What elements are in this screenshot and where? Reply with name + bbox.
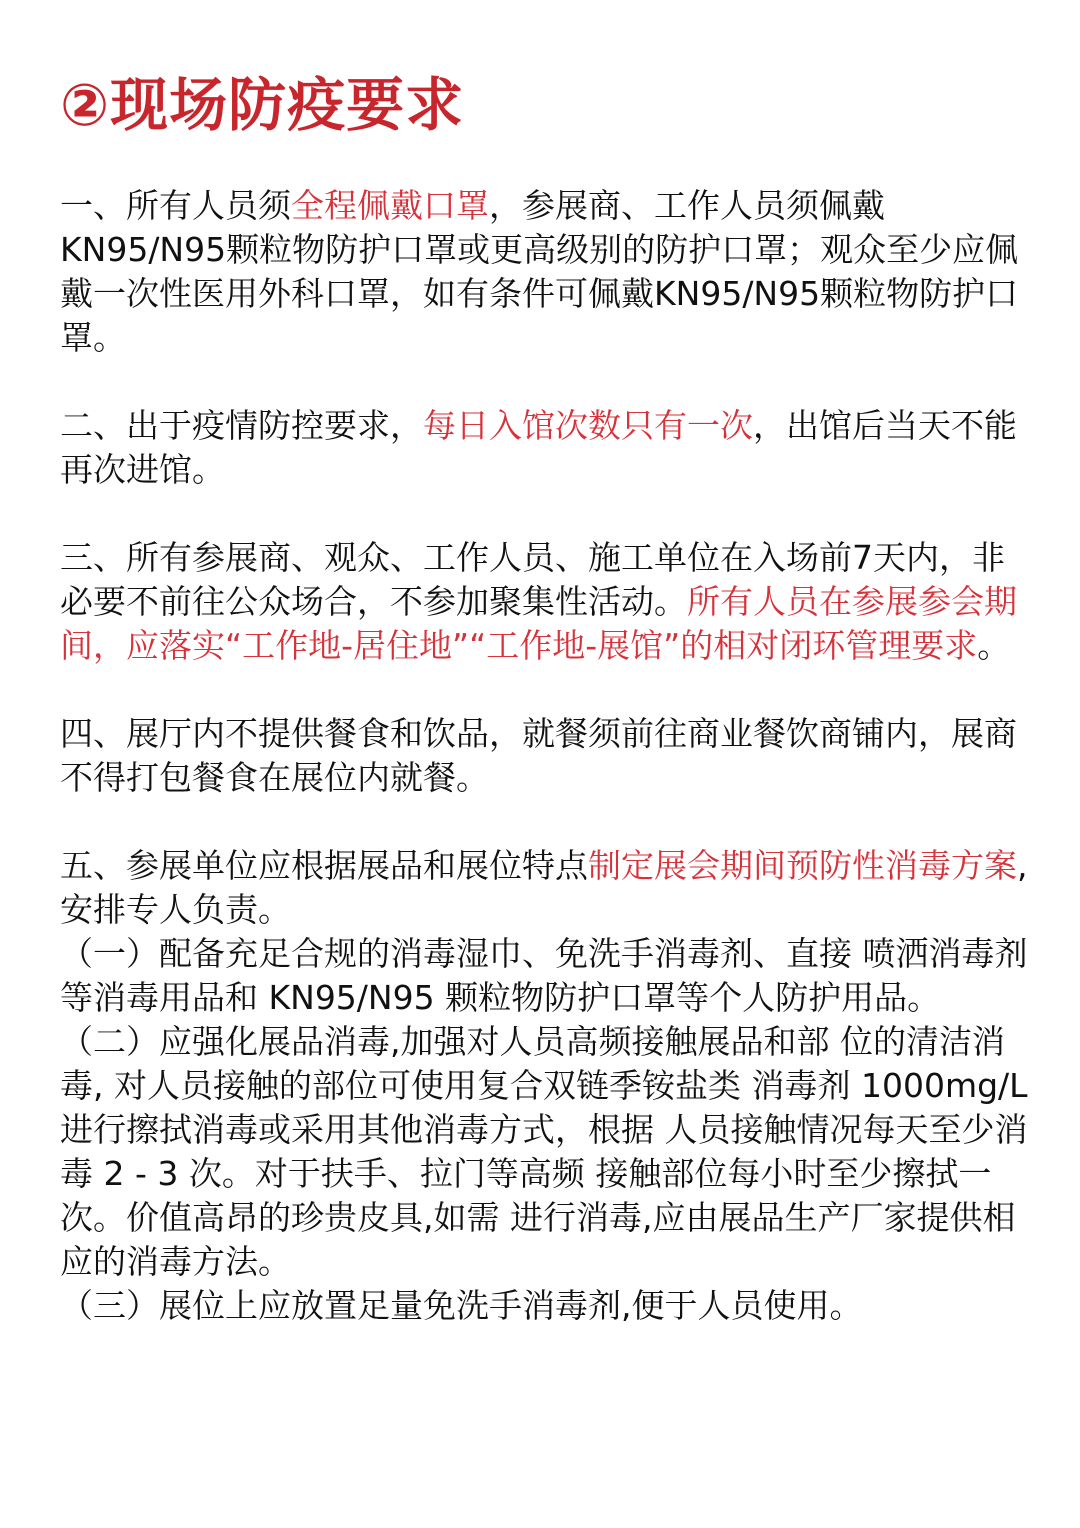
paragraph-3-text: 三、所有参展商、观众、工作人员、施工单位在入场前7天内，非必要不前往公众场合，不参加聚集性活动。	[60, 538, 1005, 621]
paragraph-3-text-tail: 。	[977, 626, 1011, 665]
page-title: ②现场防疫要求	[60, 71, 465, 139]
paragraph-1-highlight: 全程佩戴口罩	[291, 186, 489, 225]
paragraph-4	[60, 712, 1030, 800]
paragraph-5-text-tail: ,安排专人负责。	[60, 846, 1028, 929]
paragraph-5-sub-2: （二）应强化展品消毒,加强对人员高频接触展品和部 位的清洁消毒, 对人员接触的部位可使用复合双链季铵盐类 消毒剂 1000mg/L 进行擦拭消毒或采用其他消毒方式，根据 人员接触情况每天至少消毒 2 - 3 次。对于扶手、拉门等高频 接触部位每小时至少擦拭一次。价值高昂的珍贵皮具,如需 进行消毒,应由展品生产厂家提供相应的消毒方法。	[60, 1022, 1028, 1281]
document-body	[60, 184, 1030, 1328]
paragraph-2	[60, 404, 1030, 492]
spacer	[60, 492, 1030, 536]
paragraph-5-highlight: 制定展会期间预防性消毒方案	[588, 846, 1017, 885]
paragraph-2-text-tail: ，出馆后当天不能再次进馆。	[60, 406, 1017, 489]
paragraph-4-text: 四、展厅内不提供餐食和饮品，就餐须前往商业餐饮商铺内，展商不得打包餐食在展位内就餐。	[60, 714, 1017, 797]
paragraph-3-highlight: 所有人员在参展参会期间，应落实“工作地-居住地”“工作地-展馆”的相对闭环管理要求	[60, 582, 1017, 665]
paragraph-5-sub-1: （一）配备充足合规的消毒湿巾、免洗手消毒剂、直接 喷洒消毒剂等消毒用品和 KN95/N95 颗粒物防护口罩等个人防护用品。	[60, 934, 1028, 1017]
paragraph-2-highlight: 每日入馆次数只有一次	[423, 406, 753, 445]
paragraph-1-text-tail: ，参展商、工作人员须佩戴KN95/N95颗粒物防护口罩或更高级别的防护口罩；观众至少应佩戴一次性医用外科口罩，如有条件可佩戴KN95/N95颗粒物防护口罩。	[60, 186, 1019, 357]
paragraph-5	[60, 844, 1030, 932]
paragraph-1	[60, 184, 1030, 360]
paragraph-5-text: 五、参展单位应根据展品和展位特点	[60, 846, 588, 885]
spacer	[60, 668, 1030, 712]
paragraph-2-text: 二、出于疫情防控要求，	[60, 406, 423, 445]
spacer	[60, 360, 1030, 404]
paragraph-3	[60, 536, 1030, 668]
paragraph-1-text: 一、所有人员须	[60, 186, 291, 225]
spacer	[60, 800, 1030, 844]
paragraph-5-sub-3: （三）展位上应放置足量免洗手消毒剂,便于人员使用。	[60, 1286, 863, 1325]
